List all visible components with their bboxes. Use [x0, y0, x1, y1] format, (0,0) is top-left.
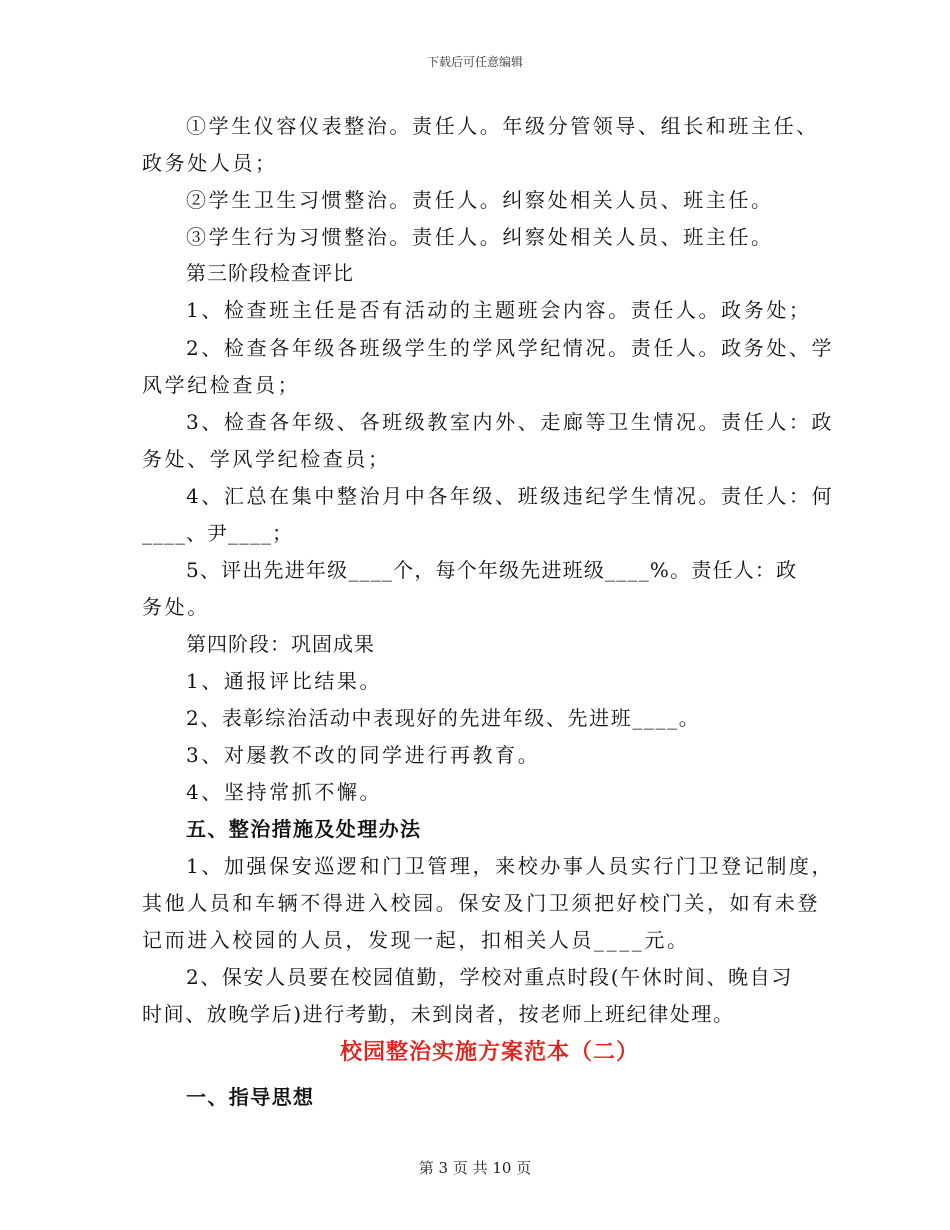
paragraph-line: 3、检查各年级、各班级教室内外、走廊等卫生情况。责任人：政	[186, 410, 835, 434]
paragraph-line: 1、加强保安巡逻和门卫管理，来校办事人员实行门卫登记制度，	[186, 854, 835, 878]
paragraph-line: 3、对屡教不改的同学进行再教育。	[186, 743, 541, 767]
paragraph-line: 其他人员和车辆不得进入校园。保安及门卫须把好校门关，如有未登	[142, 891, 820, 915]
paragraph-line: 记而进入校园的人员，发现一起，扣相关人员____元。	[142, 928, 690, 952]
paragraph-line: 5、评出先进年级____个，每个年级先进班级____%。责任人：政	[186, 558, 798, 582]
paragraph-line: 时间、放晚学后)进行考勤，未到岗者，按老师上班纪律处理。	[142, 1002, 735, 1026]
section-heading: 五、整治措施及处理办法	[186, 817, 422, 841]
section-heading: 第四阶段：巩固成果	[186, 632, 375, 656]
paragraph-line: 2、检查各年级各班级学生的学风学纪情况。责任人。政务处、学	[186, 336, 835, 360]
paragraph-line: 4、坚持常抓不懈。	[186, 780, 383, 804]
paragraph-line: ③学生行为习惯整治。责任人。纠察处相关人员、班主任。	[186, 225, 774, 249]
paragraph-line: 2、表彰综治活动中表现好的先进年级、先进班____。	[186, 706, 701, 730]
paragraph-line: 2、保安人员要在校园值勤，学校对重点时段(午休时间、晚自习	[186, 965, 793, 989]
section-heading: 一、指导思想	[186, 1085, 315, 1109]
paragraph-line: ①学生仪容仪表整治。责任人。年级分管领导、组长和班主任、	[186, 114, 819, 138]
paragraph-line: 务处。	[142, 595, 210, 619]
paragraph-line: 4、汇总在集中整治月中各年级、班级违纪学生情况。责任人：何	[186, 484, 835, 508]
paragraph-line: 1、检查班主任是否有活动的主题班会内容。责任人。政务处；	[186, 298, 812, 322]
paragraph-line: 政务处人员；	[142, 151, 278, 175]
page-footer: 第 3 页 共 10 页	[418, 1159, 532, 1177]
paragraph-line: 1、通报评比结果。	[186, 669, 383, 693]
paragraph-line: ②学生卫生习惯整治。责任人。纠察处相关人员、班主任。	[186, 188, 774, 212]
paragraph-line: 风学纪检查员；	[142, 373, 301, 397]
page-header: 下载后可任意编辑	[426, 55, 523, 69]
paragraph-line: ____、尹____；	[142, 521, 293, 545]
document-title: 校园整治实施方案范本（二）	[340, 1039, 640, 1065]
section-heading: 第三阶段检查评比	[186, 261, 354, 285]
paragraph-line: 务处、学风学纪检查员；	[142, 447, 391, 471]
